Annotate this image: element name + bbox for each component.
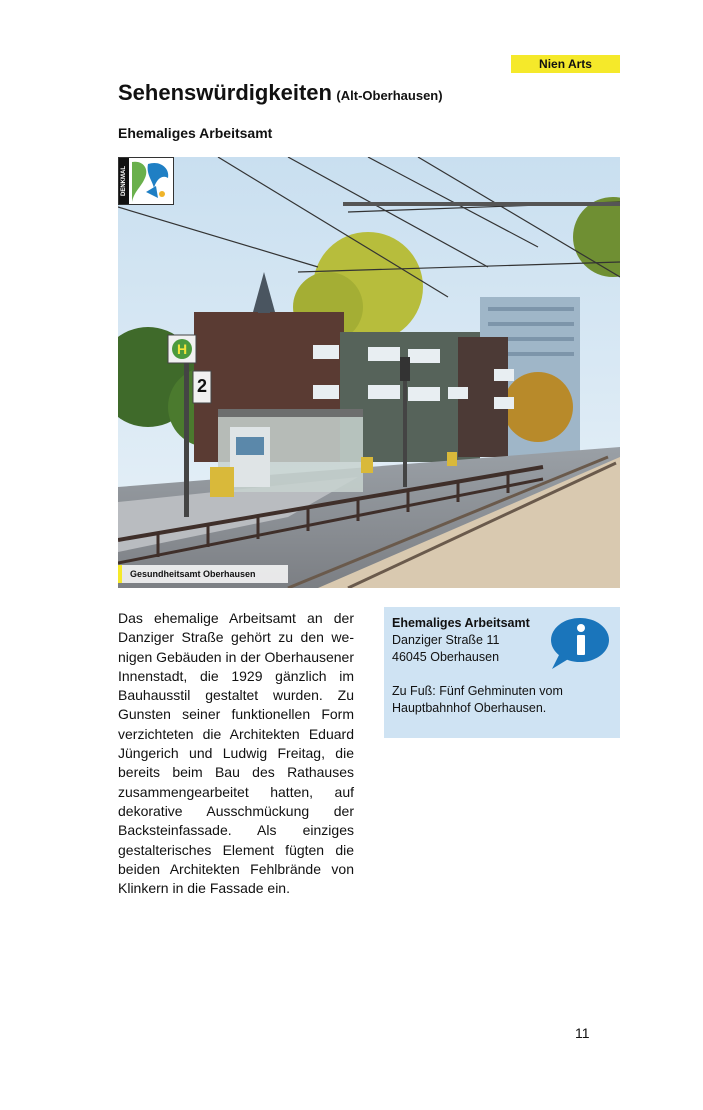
page-title-main: Sehenswürdigkeiten <box>118 80 332 105</box>
info-directions: Zu Fuß: Fünf Gehminuten vom Hauptbahnhof Oberhausen. <box>392 684 563 715</box>
tram-stop-sign: H <box>176 341 188 357</box>
denkmal-badge <box>118 157 174 205</box>
monument-logo-icon <box>130 158 174 204</box>
page-title-suffix: (Alt-Oberhausen) <box>336 88 443 103</box>
info-title: Ehemaliges Arbeitsamt <box>392 616 530 630</box>
section-tag: Nien Arts <box>511 55 620 73</box>
info-city: 46045 Oberhausen <box>392 650 500 664</box>
page-number: 11 <box>575 1025 590 1041</box>
platform-number: 2 <box>196 376 208 396</box>
section-subtitle: Ehemaliges Arbeitsamt <box>118 125 273 141</box>
photo-illustration <box>118 157 620 588</box>
info-icon <box>546 617 610 671</box>
info-box <box>384 607 620 738</box>
page-title <box>118 80 443 106</box>
photo-caption: Gesundheitsamt Oberhausen <box>118 565 288 583</box>
article-body <box>118 609 354 898</box>
info-street: Danziger Straße 11 <box>392 633 500 647</box>
article-paragraph: Das ehemalige Arbeitsamt an der Danziger Straße gehört zu den wenigen Gebäuden in der Oberhausener Innenstadt, die 1929 gänzlich im Bauhausstil gestaltet wurden. Zu Gunsten seiner funktionellen Form verzichteten die Architekten Eduard Jüngerich und Ludwig Freitag, die bereits beim Bau des Rathauses zusammengearbeitet hatten, auf dekorative Ausschmückung der Backsteinfassade. Als einziges gestalterisches Element fügten die beiden Architekten Fehlbrände von Klinkern in die Fassade ein. <box>118 610 354 897</box>
denkmal-badge-text: DENKMAL <box>119 158 129 204</box>
building-photo <box>118 157 620 588</box>
